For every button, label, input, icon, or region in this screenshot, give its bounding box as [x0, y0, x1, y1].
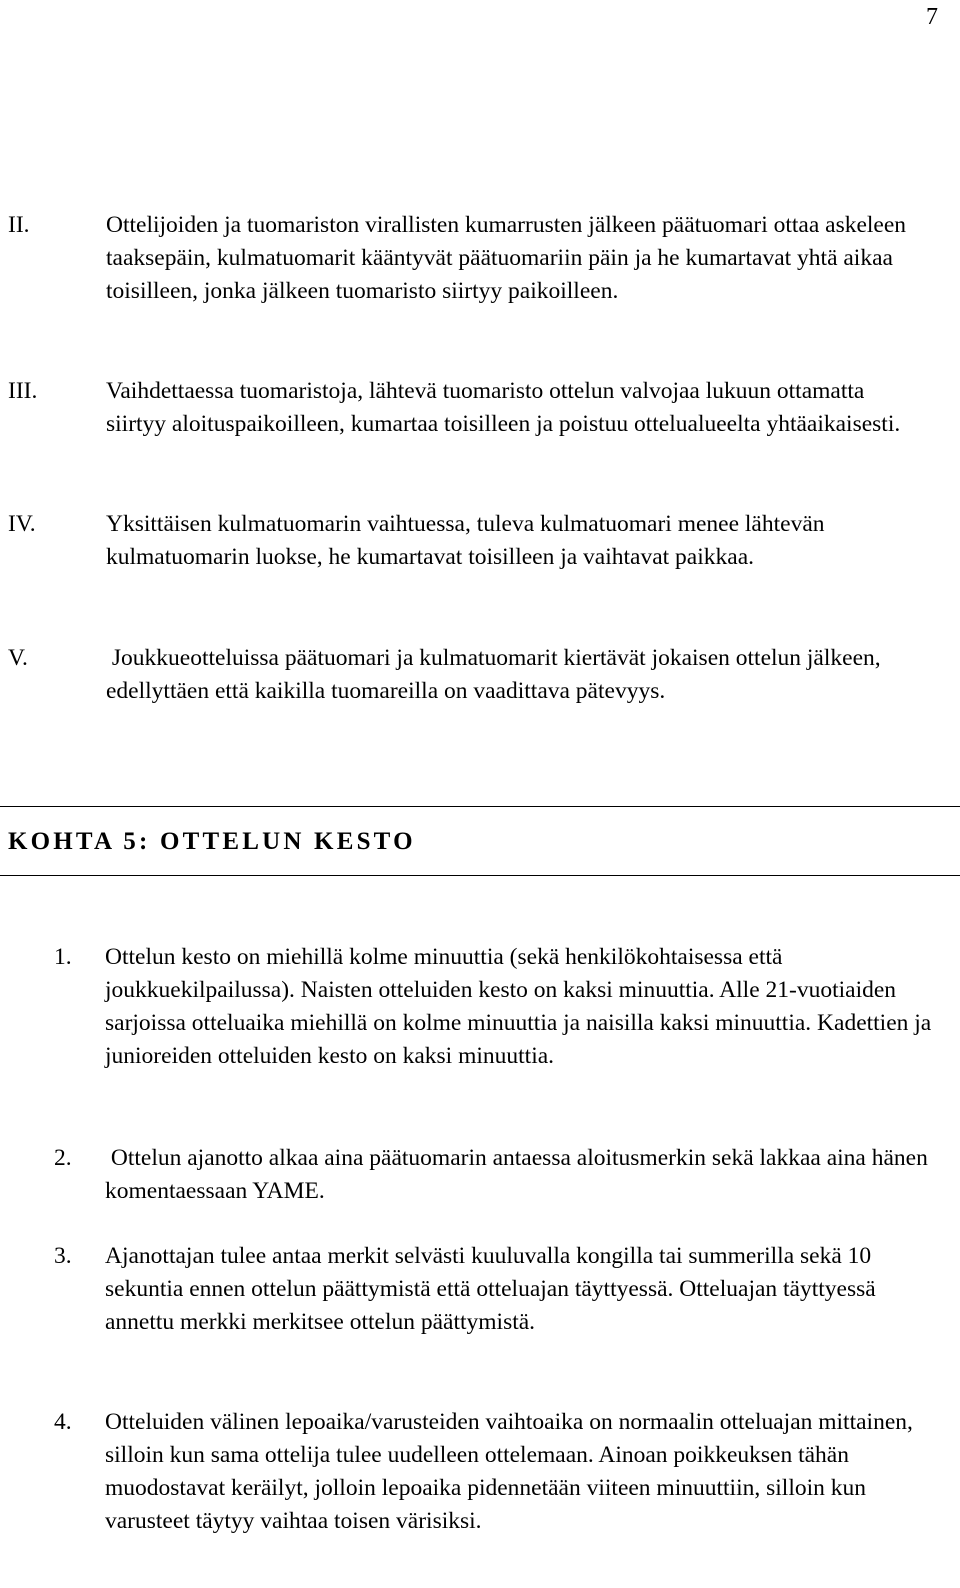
section-top-rule	[0, 806, 960, 807]
item-label: III.	[8, 378, 38, 404]
item-text: Ottelun ajanotto alkaa aina päätuomarin antaessa aloitusmerkin sekä lakkaa aina hänen komentaessaan YAME.	[105, 1145, 934, 1204]
section-bottom-rule	[0, 875, 960, 876]
item-number: 4.	[54, 1409, 72, 1435]
page-number: 7	[926, 4, 938, 30]
item-number: 3.	[54, 1243, 72, 1269]
item-text: Ottelijoiden ja tuomariston virallisten kumarrusten jälkeen päätuomari ottaa askeleen taaksepäin, kulmatuomarit kääntyvät päätuomariin päin ja he kumartavat yhtä aikaa toisilleen, jonka jälkeen tuomaristo siirtyy paikoilleen.	[106, 212, 907, 304]
item-text: Ottelun kesto on miehillä kolme minuuttia (sekä henkilökohtaisessa että joukkuekilpailussa). Naisten otteluiden kesto on kaksi minuuttia. Alle 21-vuotiaiden sarjoissa otteluaika miehillä on kolme minuuttia ja naisilla kaksi minuuttia. Kadettien ja junioreiden otteluiden kesto on kaksi minuuttia.	[105, 944, 932, 1069]
item-label: II.	[8, 212, 30, 238]
item-label: V.	[8, 645, 28, 671]
item-number: 2.	[54, 1145, 72, 1171]
item-text: Yksittäisen kulmatuomarin vaihtuessa, tuleva kulmatuomari menee lähtevän kulmatuomarin luokse, he kumartavat toisilleen ja vaihtavat paikkaa.	[106, 511, 825, 570]
item-text: Otteluiden välinen lepoaika/varusteiden vaihtoaika on normaalin otteluajan mittainen, silloin kun sama ottelija tulee uudelleen ottelemaan. Ainoan poikkeuksen tähän muodostavat keräilyt, jolloin lepoaika pidennetään viiteen minuuttiin, silloin kun varusteet täytyy vaihtaa toisen värisiksi.	[105, 1409, 913, 1534]
item-number: 1.	[54, 944, 72, 970]
section-heading: KOHTA 5: OTTELUN KESTO	[8, 828, 416, 855]
item-text: Vaihdettaessa tuomaristoja, lähtevä tuomaristo ottelun valvojaa lukuun ottamatta siirtyy aloituspaikoilleen, kumartaa toisilleen ja poistuu ottelualueelta yhtäaikaisesti.	[106, 378, 901, 437]
item-text: Joukkueotteluissa päätuomari ja kulmatuomarit kiertävät jokaisen ottelun jälkeen, edellyttäen että kaikilla tuomareilla on vaadittava pätevyys.	[106, 645, 887, 704]
item-label: IV.	[8, 511, 36, 537]
item-text: Ajanottajan tulee antaa merkit selvästi kuuluvalla kongilla tai summerilla sekä 10 sekuntia ennen ottelun päättymistä että otteluajan täyttyessä. Otteluajan täyttyessä annettu merkki merkitsee ottelun päättymistä.	[105, 1243, 876, 1335]
